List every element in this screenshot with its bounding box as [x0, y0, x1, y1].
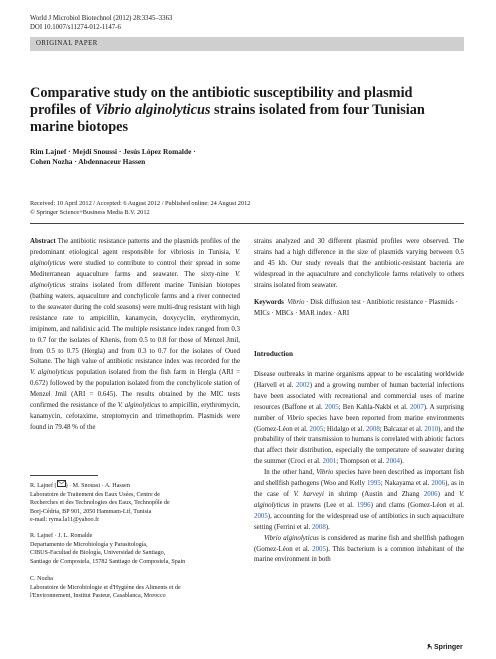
- citation-link[interactable]: 2002: [295, 381, 310, 389]
- affiliation-1-line: Laboratoire de Traitement des Eaux Usées, Centre de: [30, 491, 160, 498]
- envelope-icon[interactable]: [57, 480, 66, 487]
- citation-link[interactable]: 1996: [356, 501, 371, 509]
- intro-text: ) and a growing number of human bacterial infections have been associated with recreational and commercial uses of marine resources (Baffone et al.: [254, 381, 465, 411]
- abstract-text: The antibiotic resistance patterns and the plasmids profiles of the predominant etiological agent responsible for vibriosis in Tunisia,: [30, 238, 240, 256]
- species-name: Vibrio: [316, 469, 334, 477]
- citation-link[interactable]: 2010: [424, 425, 439, 433]
- abstract-continued: [254, 237, 464, 292]
- dates-line: Received: 10 April 2012 / Accepted: 6 August 2012 / Published online: 24 August 2012: [30, 200, 251, 207]
- citation-link[interactable]: 2004: [386, 458, 400, 466]
- abstract-paragraph: [30, 237, 240, 434]
- affiliation-names: R. Lajnef (: [30, 483, 57, 489]
- introduction-body: [254, 370, 464, 566]
- affiliation-divider: [30, 475, 98, 476]
- intro-text: in shrimp (Austin and Zhang: [323, 490, 424, 498]
- species-name: V. alginolyticus: [254, 490, 464, 509]
- intro-text: ). A surprising number of: [254, 403, 464, 422]
- authors-line-2: Cohen Nozha · Abdennaceur Hassen: [30, 157, 146, 166]
- intro-text: ).: [325, 523, 330, 531]
- author-list: [30, 147, 330, 167]
- intro-text: ), as in the case of: [254, 480, 464, 498]
- citation-link[interactable]: 2005: [254, 512, 268, 520]
- intro-text: ). This bacterium is a common inhabitant of the marine environment in both: [254, 545, 464, 564]
- article-type-label: ORIGINAL PAPER: [36, 39, 98, 47]
- keywords-label: Keywords: [254, 299, 284, 306]
- abstract-text: were studied to contribute to control their spread in some Mediterranean aquaculture farms and seawater. The sixty-nine: [30, 259, 240, 278]
- email-link[interactable]: e-mail: ryma.la11@yahoo.fr: [30, 517, 100, 524]
- affiliation-2-names: R. Lajnef · J. L. Romalde: [30, 533, 93, 539]
- intro-text: ; Ben Kahla-Nakbi et al.: [338, 403, 410, 411]
- affiliation-1: [30, 480, 240, 525]
- abstract-text: to ampicillin, erythromycin, kanamycin, cefotaxime, streptomycin and trimethoprim. Plasmids were found in 79.48 % of the: [30, 402, 240, 432]
- species-name: V. alginolyticus: [30, 369, 74, 377]
- intro-text: species have been described as important fish and shellfish pathogens (Woo and Kelly: [254, 469, 464, 488]
- citation-link[interactable]: 2008: [365, 425, 380, 433]
- species-name: Vibrio: [286, 414, 304, 422]
- title-text-2: strains isolated from four Tunisian marine biotopes: [30, 102, 425, 135]
- intro-text: ), accounting for the widespread use of antibiotics in such aquaculture setting (Ferrini et al.: [254, 512, 464, 531]
- intro-text: ; Hidalgo et al.: [323, 425, 366, 433]
- authors-line-1: Rim Lajnef · Mejdi Snoussi · Jesús López Romalde ·: [30, 147, 196, 156]
- affiliation-1-names: [30, 480, 240, 491]
- affiliation-2-line: Departamento de Microbiología y Parasitología,: [30, 541, 148, 548]
- affiliation-3: [30, 575, 240, 601]
- citation-link[interactable]: 2005: [309, 425, 324, 433]
- journal-line: World J Microbiol Biotechnol (2012) 28:3345–3363: [30, 15, 173, 22]
- title-species: Vibrio alginolyticus: [94, 102, 211, 118]
- publication-dates: [30, 200, 464, 217]
- intro-text: is considered as marine fish and shellfish pathogen (Gomez-Léon et al.: [254, 534, 464, 553]
- species-name: V. harveyi: [293, 490, 324, 498]
- keyword-vibrio: Vibrio: [287, 299, 305, 306]
- citation-link[interactable]: 2005: [324, 403, 339, 411]
- citation-link[interactable]: 2007: [409, 403, 424, 411]
- affiliation-3-line: l'Environnement, Institut Pasteur, Casablanca, Morocco: [30, 593, 166, 600]
- citation-link[interactable]: 2006: [423, 490, 438, 498]
- species-name: V. alginolyticus: [117, 402, 161, 410]
- intro-text: ; Nakayama et al.: [380, 480, 432, 488]
- citation-link[interactable]: 2005: [312, 545, 326, 553]
- intro-text: ) and clams (Gomez-Léon et al.: [370, 501, 464, 509]
- intro-text: species have been reported from marine environments (Gomez-Léon et al.: [254, 414, 465, 433]
- affiliation-2-line: CIBUS-Facultad de Biología, Universidad de Santiago,: [30, 550, 166, 557]
- abstract-column: [30, 237, 240, 434]
- intro-paragraph-3: [254, 534, 464, 567]
- copyright-line: © Springer Science+Business Media B.V. 2012: [30, 208, 150, 216]
- species-name: V. alginolyticus: [30, 248, 240, 267]
- affiliation-3-names: C. Nozha: [30, 576, 54, 582]
- intro-text: ; Thompson et al.: [336, 458, 387, 466]
- springer-horse-icon: [426, 643, 433, 650]
- intro-heading: Introduction: [254, 350, 294, 358]
- header-divider: [30, 223, 464, 224]
- affiliation-names: ) · M. Snoussi · A. Hassen: [65, 483, 130, 489]
- intro-text: In the other hand,: [264, 469, 317, 477]
- intro-paragraph-1: [254, 370, 464, 468]
- paper-title: [30, 85, 450, 136]
- intro-text: Disease outbreaks in marine organisms appear to be escalating worldwide (Harvell et al.: [254, 371, 464, 389]
- doi: DOI 10.1007/s11274-012-1147-6: [30, 24, 121, 31]
- journal-citation: [30, 14, 172, 32]
- intro-text: ; Balcazar et al.: [379, 425, 425, 433]
- keywords-list: · Disk diffusion test · Antibiotic resistance · Plasmids · MICs · MBCs · MAR index · ARI: [254, 299, 458, 317]
- intro-text: in prawns (Lee et al.: [289, 501, 357, 509]
- keywords: [254, 298, 464, 320]
- citation-link[interactable]: 1995: [366, 480, 381, 488]
- abstract-continued-text: strains analyzed and 30 different plasmid profiles were observed. The strains had a high difference in the size of plasmids varying between 0.5 and 45 kb. Our study reveals that the antibiotic-resistant bacteria are widespread in the aquaculture and conchylicole farms relatively to others strains isolated from seawater.: [254, 238, 464, 289]
- citation-link[interactable]: 2001: [322, 458, 337, 466]
- affiliation-1-line: Recherches et des Technologies des Eaux, Technopôle de: [30, 500, 170, 507]
- affiliation-1-line: Borj-Cédria, BP 901, 2050 Hammam-Lif, Tunisia: [30, 508, 152, 515]
- title-text-1: Comparative study on the antibiotic susceptibility and plasmid profiles of: [30, 85, 413, 118]
- species-name: Vibrio alginolyticus: [264, 534, 319, 542]
- abstract-text: strains isolated from different marine Tunisian biotopes (bathing waters, aquaculture and conchylicole farms and a river connected to the seawater during the cold seasons) were multi-drug resistant with high resistance rate to ampicillin, kanamycin, doxycyclin, erythromycin, imipinem, and nalidixic acid. The multiple resistance index ranged from 0.3 to 0.7 for the isolates of Khenis, from 0.5 to 0.8 for those of Menzel Jmil, from 0.5 to 0.75 (Hergla) and from 0.3 to 0.7 for the isolates of Oued Soltane. The high value of antibiotic resistance index was recorded for the: [30, 281, 240, 366]
- intro-text: ), and the probability of their transmission to humans is correlated with abiotic factors that affect their distribution, especially the temperature of seawater during the summer (Croci et al.: [254, 425, 464, 466]
- affiliation-3-line: Laboratoire de Microbiologie et d'Hygiène des Aliments et de: [30, 584, 181, 591]
- intro-text: ) and: [437, 490, 459, 498]
- affiliation-2-line: Santiago de Compostela, 15782 Santiago de Compostela, Spain: [30, 558, 186, 565]
- intro-text: ).: [399, 458, 404, 466]
- citation-link[interactable]: 2006: [431, 480, 446, 488]
- affiliation-2: [30, 532, 240, 566]
- species-name: V. alginolyticus: [30, 270, 240, 289]
- publisher-logo: [426, 643, 463, 651]
- abstract-text: population isolated from the fish farm in Hergla (ARI = 0.672) followed by the population isolated from the conchylicole station of Menzel Jmil (ARI = 0.645). The results obtained by the MIC tests confirmed the resistance of the: [30, 369, 240, 410]
- intro-paragraph-2: [254, 468, 464, 533]
- abstract-label: Abstract: [30, 238, 56, 245]
- publisher-name: Springer: [434, 644, 463, 651]
- citation-link[interactable]: 2008: [311, 523, 326, 531]
